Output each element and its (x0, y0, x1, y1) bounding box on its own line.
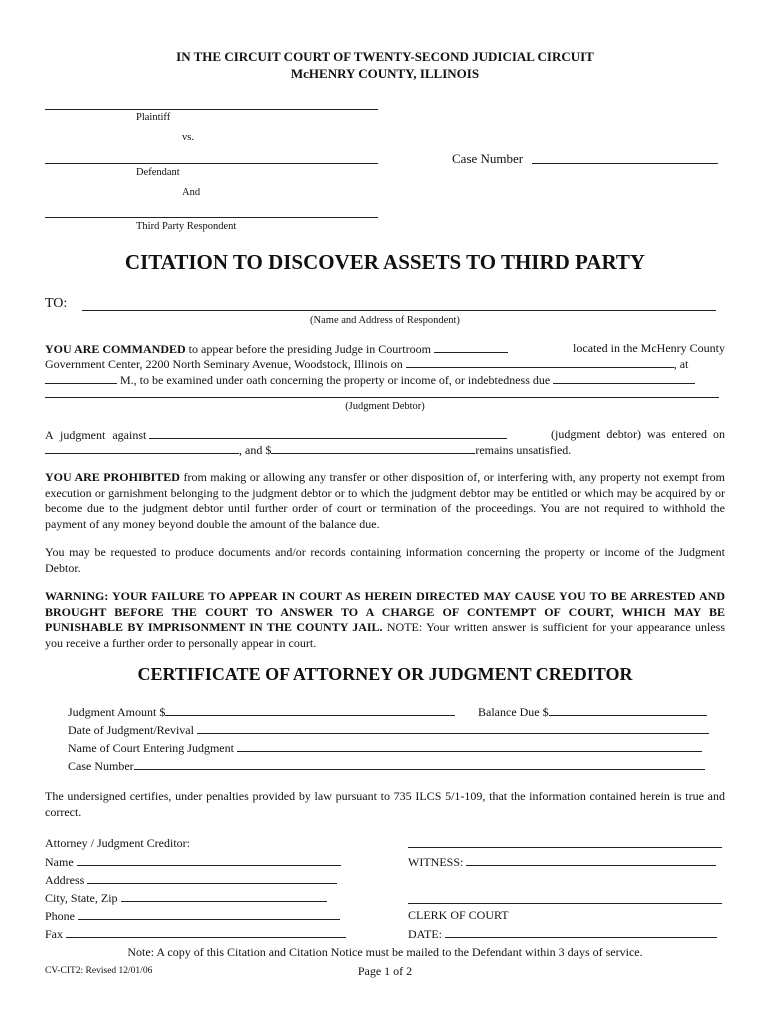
cert-case-number-row (68, 758, 705, 774)
commanded-line-1 (45, 341, 725, 357)
address-field[interactable] (87, 872, 337, 884)
judgment-line-1 (45, 427, 725, 443)
third-party-label: Third Party Respondent (136, 221, 237, 232)
name-row (45, 854, 341, 870)
commanded-line-2 (45, 356, 725, 372)
name-field[interactable] (77, 854, 341, 866)
page-number: Page 1 of 2 (357, 964, 413, 978)
certify-paragraph: The undersigned certifies, under penalties provided by law pursuant to 735 ILCS 5/1-109, that the information contained herein is true and correct. (45, 789, 725, 819)
judgment-debtor-field[interactable] (149, 427, 507, 439)
balance-due-field[interactable] (549, 704, 707, 716)
form-id: CV-CIT2: Revised 12/01/06 (45, 966, 153, 976)
appearance-date-field[interactable] (406, 356, 674, 368)
plaintiff-label: Plaintiff (136, 112, 171, 123)
address-row (45, 872, 337, 888)
warning-lead: WARNING: YOUR FAILURE TO APPEAR IN COURT AS HEREIN DIRECTED MAY CAUSE YOU TO BE ARRESTED AND BROUGHT BEFORE THE COURT TO ANSWER TO A CHARGE OF CONTEMPT OF COURT, WHICH MAY BE PUNISHABLE BY IMPRISONMENT IN THE COUNTY JAIL. (45, 589, 725, 634)
phone-label: Phone (45, 909, 75, 923)
balance-due-label: Balance Due $ (478, 705, 549, 719)
court-name-field[interactable] (237, 740, 702, 752)
vs-label: vs. (182, 132, 194, 143)
judgment-text-4: remains unsatisfied. (475, 443, 572, 457)
case-number-label: Case Number (452, 151, 524, 166)
case-number-line[interactable] (532, 163, 718, 164)
warning-note: NOTE: Your written answer is sufficient for your appearance unless you receive a further order to personally appear in court. (45, 620, 725, 650)
judgment-date-field[interactable] (45, 442, 239, 454)
court-name: IN THE CIRCUIT COURT OF TWENTY-SECOND JUDICIAL CIRCUIT (176, 49, 594, 64)
and-label: And (182, 187, 201, 198)
phone-row (45, 908, 340, 924)
county-name: McHENRY COUNTY, ILLINOIS (290, 66, 480, 81)
prohibited-lead: YOU ARE PROHIBITED (45, 470, 180, 484)
date-revival-label: Date of Judgment/Revival (68, 723, 194, 737)
commanded-text-1: to appear before the presiding Judge in Courtroom (188, 342, 431, 356)
commanded-text-5: M., to be examined under oath concerning the property or income of, or indebtedness due (120, 373, 551, 387)
courtroom-field[interactable] (434, 341, 508, 353)
judgment-amount-field[interactable] (165, 704, 455, 716)
judgment-text-3: , and $ (239, 443, 272, 457)
date-row (408, 926, 717, 942)
to-label: TO: (45, 296, 68, 311)
date-field[interactable] (445, 926, 717, 938)
date-revival-row (68, 722, 709, 738)
name-label: Name (45, 855, 74, 869)
fax-row (45, 926, 346, 942)
judgment-debtor-caption: (Judgment Debtor) (345, 401, 425, 412)
mailing-note: Note: A copy of this Citation and Citation Notice must be mailed to the Defendant within 3 days of service. (127, 945, 643, 959)
clerk-label: CLERK OF COURT (408, 908, 509, 922)
witness-signature-line[interactable] (408, 847, 722, 848)
phone-field[interactable] (78, 908, 340, 920)
document-title: CITATION TO DISCOVER ASSETS TO THIRD PARTY (124, 250, 646, 274)
witness-row (408, 854, 716, 870)
judgment-line-2 (45, 442, 725, 458)
court-name-label: Name of Court Entering Judgment (68, 741, 234, 755)
judgment-text-1: A judgment against (45, 428, 147, 442)
date-label: DATE: (408, 927, 442, 941)
judgment-amount-row (68, 704, 455, 720)
prohibited-text: from making or allowing any transfer or other disposition of, or interfering with, any property not exempt from execution or garnishment belonging to the judgment debtor or to which the judgment debtor may be entitled or which may be acquired by or become due to the judgment debtor until further order of court or termination of the proceedings. You are not required to withhold the payment of any money beyond double the amount of the balance due. (45, 470, 725, 531)
respondent-caption: (Name and Address of Respondent) (310, 315, 460, 326)
defendant-line[interactable] (45, 163, 378, 164)
commanded-text-2: located in the McHenry County (573, 341, 725, 355)
unsatisfied-amount-field[interactable] (271, 442, 475, 454)
indebtedness-field[interactable] (553, 372, 695, 384)
city-row (45, 890, 327, 906)
commanded-lead: YOU ARE COMMANDED (45, 342, 186, 356)
warning-paragraph (45, 589, 725, 651)
address-label: Address (45, 873, 85, 887)
defendant-label: Defendant (136, 167, 180, 178)
city-label: City, State, Zip (45, 891, 118, 905)
fax-field[interactable] (66, 926, 346, 938)
appearance-time-field[interactable] (45, 372, 117, 384)
cert-case-number-label: Case Number (68, 759, 134, 773)
judgment-amount-label: Judgment Amount $ (68, 705, 166, 719)
third-party-line[interactable] (45, 217, 378, 218)
date-revival-field[interactable] (197, 722, 709, 734)
plaintiff-line[interactable] (45, 109, 378, 110)
commanded-text-3: Government Center, 2200 North Seminary Avenue, Woodstock, Illinois on (45, 357, 403, 371)
certificate-title: CERTIFICATE OF ATTORNEY OR JUDGMENT CREDITOR (137, 664, 633, 684)
city-field[interactable] (121, 890, 327, 902)
fax-label: Fax (45, 927, 63, 941)
respondent-line[interactable] (82, 310, 716, 311)
prohibited-paragraph (45, 470, 725, 532)
court-name-row (68, 740, 702, 756)
balance-due-row (478, 704, 707, 720)
judgment-debtor-line[interactable] (45, 397, 719, 398)
commanded-line-3 (45, 372, 725, 388)
commanded-text-4: , at (673, 357, 689, 371)
cert-case-number-field[interactable] (134, 758, 705, 770)
attorney-label: Attorney / Judgment Creditor: (45, 836, 190, 850)
witness-field[interactable] (466, 854, 716, 866)
witness-label: WITNESS: (408, 855, 464, 869)
clerk-signature-line[interactable] (408, 903, 722, 904)
judgment-text-2: (judgment debtor) was entered on (551, 427, 725, 441)
documents-paragraph: You may be requested to produce documents and/or records containing information concerning the property or income of the Judgment Debtor. (45, 545, 725, 575)
